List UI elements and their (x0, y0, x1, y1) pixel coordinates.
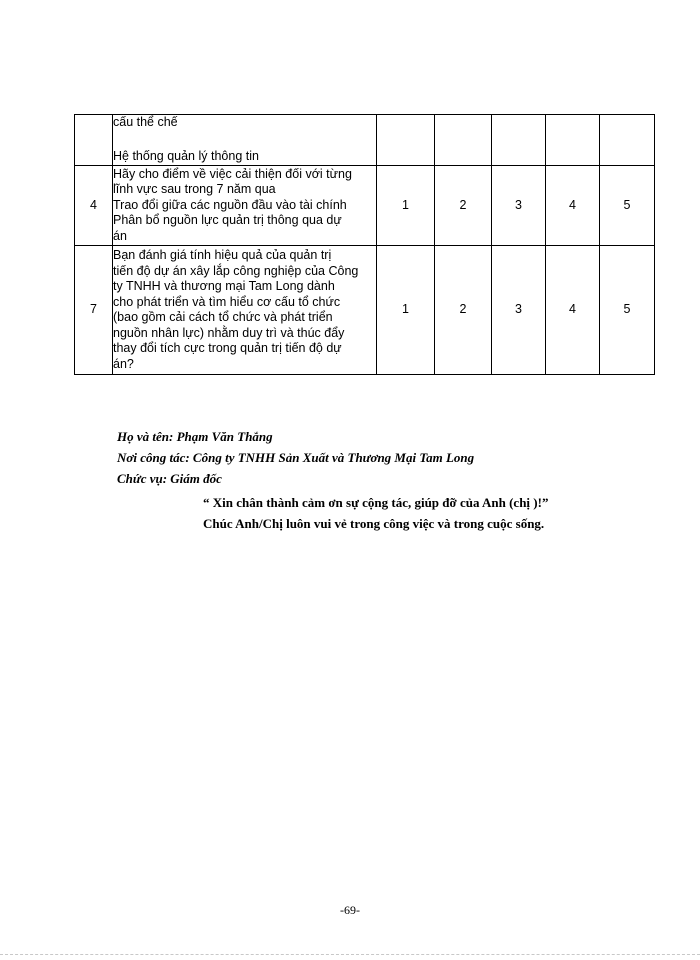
score-cell-4: 4 (546, 166, 600, 246)
score-cell-2: 2 (435, 246, 492, 375)
score-cell-3: 3 (492, 166, 546, 246)
score-cell-4: 4 (546, 246, 600, 375)
question-line: Hệ thống quản lý thông tin (113, 148, 259, 163)
question-line: án (113, 228, 127, 243)
question-line: Trao đổi giữa các nguồn đầu vào tài chính (113, 197, 347, 212)
respondent-info (117, 426, 474, 489)
question-line: nguồn nhân lực) nhằm duy trì và thúc đẩy (113, 325, 345, 340)
wishes-line: Chúc Anh/Chị luôn vui vẻ trong công việc và trong cuộc sống. (203, 516, 545, 531)
score-cell-1: 1 (377, 166, 435, 246)
row-number: 7 (75, 246, 113, 375)
question-line: (bao gồm cải cách tổ chức và phát triển (113, 310, 333, 324)
score-cell-1: 1 (377, 246, 435, 375)
row-number (75, 115, 113, 166)
table-row (75, 166, 655, 246)
respondent-position: Chức vụ: Giám đốc (117, 471, 222, 486)
question-line: Phân bổ nguồn lực quản trị thông qua dự (113, 213, 342, 228)
page-number: -69- (340, 903, 360, 917)
score-cell-3: 3 (492, 246, 546, 375)
question-line: thay đổi tích cực trong quản trị tiến độ dự (113, 341, 342, 355)
row-question (113, 166, 377, 246)
question-line: tiến độ dự án xây lắp công nghiệp của Công (113, 263, 359, 278)
table-row (75, 246, 655, 375)
question-line: Bạn đánh giá tính hiệu quả của quản trị (113, 248, 332, 262)
question-line: ty TNHH và thương mại Tam Long dành (113, 279, 335, 293)
question-line: cho phát triển và tìm hiểu cơ cấu tổ chức (113, 294, 341, 309)
row-question (113, 246, 377, 375)
thanks-line: “ Xin chân thành cảm ơn sự cộng tác, giúp đỡ của Anh (chị )!” (203, 495, 549, 510)
score-cell-3 (492, 115, 546, 166)
respondent-workplace: Nơi công tác: Công ty TNHH Sản Xuất và Thương Mại Tam Long (117, 450, 475, 465)
question-line: án? (113, 356, 134, 371)
survey-table (74, 114, 655, 375)
respondent-name: Họ và tên: Phạm Văn Thắng (117, 429, 273, 444)
row-question (113, 115, 377, 166)
question-line: lĩnh vực sau trong 7 năm qua (113, 182, 276, 197)
score-cell-4 (546, 115, 600, 166)
row-number: 4 (75, 166, 113, 246)
question-line: Hãy cho điểm về việc cải thiện đối với từng (113, 166, 352, 181)
page-bottom-divider (0, 954, 700, 955)
score-cell-2: 2 (435, 166, 492, 246)
score-cell-5 (600, 115, 655, 166)
closing-message (203, 492, 548, 534)
score-cell-2 (435, 115, 492, 166)
score-cell-5: 5 (600, 246, 655, 375)
question-line: cấu thể chế (113, 115, 178, 129)
score-cell-5: 5 (600, 166, 655, 246)
table-row (75, 115, 655, 166)
score-cell-1 (377, 115, 435, 166)
